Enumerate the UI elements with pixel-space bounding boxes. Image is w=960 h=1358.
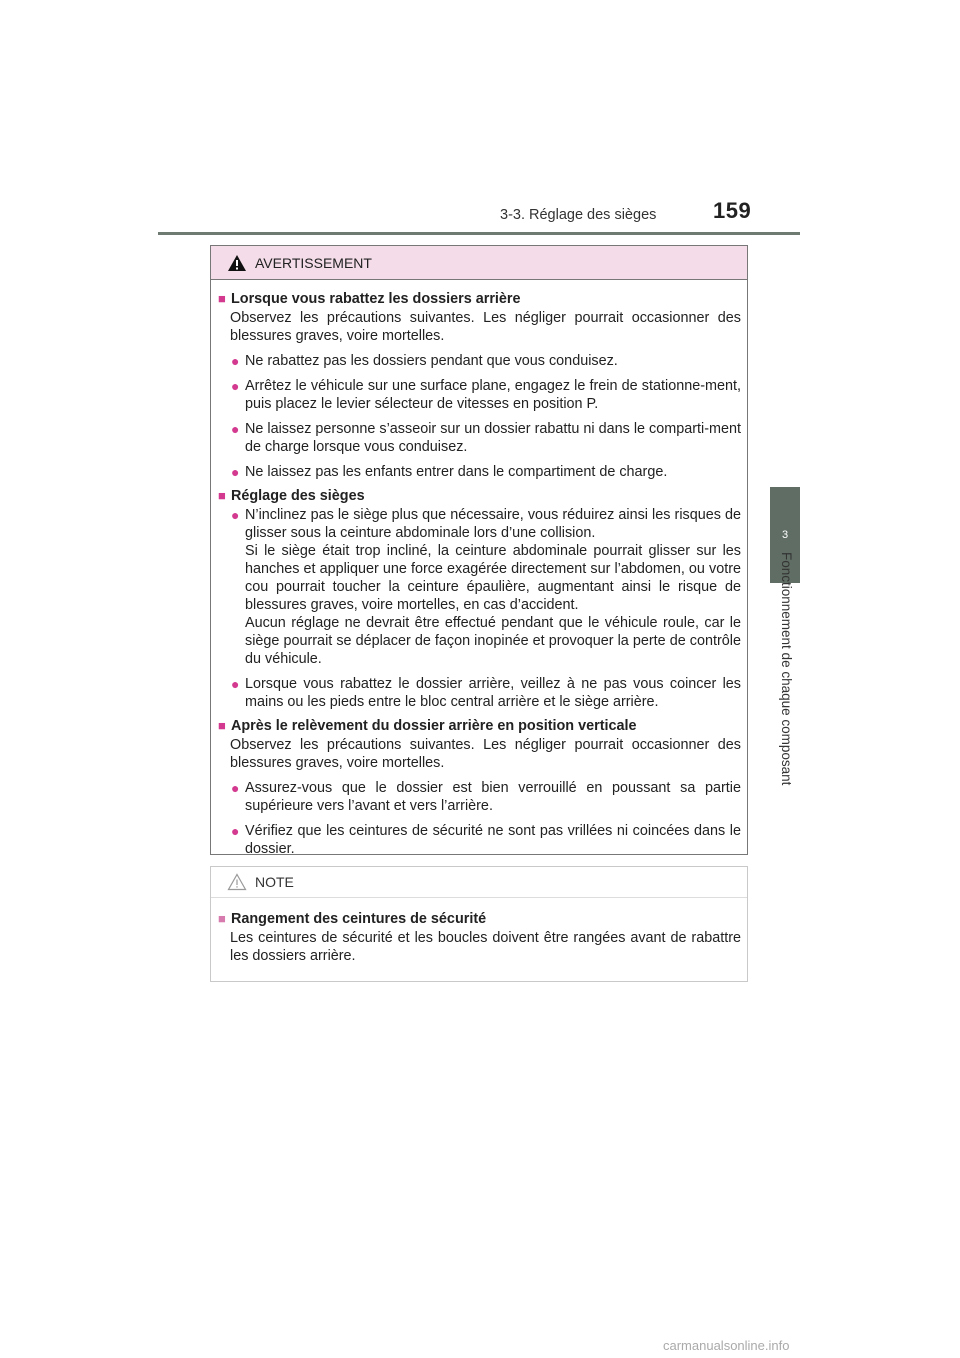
header-section-title: 3-3. Réglage des sièges	[500, 207, 657, 223]
circle-bullet-icon: ●	[231, 823, 240, 839]
warning-bullet	[218, 506, 741, 668]
note-body	[211, 898, 747, 965]
warning-section-intro: Observez les précautions suivantes. Les négliger pourrait occasionner des blessures graves, voire mortelles.	[230, 737, 741, 771]
circle-bullet-icon: ●	[231, 353, 240, 369]
chapter-title: Fonctionnement de chaque composant	[779, 552, 794, 786]
square-bullet-icon: ■	[218, 291, 226, 306]
warning-triangle-icon	[227, 254, 247, 272]
note-title: NOTE	[255, 874, 294, 890]
chapter-number: 3	[781, 529, 789, 541]
circle-bullet-icon: ●	[231, 507, 240, 523]
warning-bullet: ● Lorsque vous rabattez le dossier arrière, veillez à ne pas vous coincer les mains ou les pieds entre le bloc central arrière et le siège arrière.	[231, 676, 741, 710]
circle-bullet-icon: ●	[231, 378, 240, 394]
page-number: 159	[713, 198, 752, 223]
circle-bullet-icon: ●	[231, 676, 240, 692]
warning-title: AVERTISSEMENT	[255, 254, 372, 271]
warning-box	[210, 245, 748, 855]
circle-bullet-icon: ●	[231, 421, 240, 437]
bullet-paragraph: N’inclinez pas le siège plus que nécessaire, vous réduirez ainsi les risques de glisser sous la ceinture abdominale lors d’une collision.	[245, 507, 741, 541]
warning-bullet: ● Vérifiez que les ceintures de sécurité ne sont pas vrillées ni coincées dans le dossier.	[231, 823, 741, 857]
warning-bullet: ● Arrêtez le véhicule sur une surface plane, engagez le frein de stationne-ment, puis placez le levier sélecteur de vitesses en position P.	[231, 378, 741, 412]
square-bullet-icon: ■	[218, 911, 226, 926]
warning-section-title: ■ Après le relèvement du dossier arrière en position verticale	[218, 718, 637, 734]
circle-bullet-icon: ●	[231, 464, 240, 480]
warning-section-title: ■ Lorsque vous rabattez les dossiers arrière	[218, 291, 521, 307]
header-rule	[158, 232, 800, 235]
note-box	[210, 866, 748, 982]
bullet-paragraph: Si le siège était trop incliné, la ceinture abdominale pourrait glisser sur les hanches et appliquer une force exagérée directement sur l’abdomen, ou votre cou pourrait toucher la ceinture épaulière, augmentant ainsi le risque de blessures graves, voire mortelles, en cas d’accident.	[245, 543, 741, 613]
warning-bullet: ● Ne rabattez pas les dossiers pendant que vous conduisez.	[231, 353, 618, 369]
square-bullet-icon: ■	[218, 718, 226, 733]
warning-body	[211, 280, 747, 858]
note-section-title: ■ Rangement des ceintures de sécurité	[218, 911, 487, 927]
watermark: carmanualsonline.info	[663, 1338, 790, 1353]
note-text: Les ceintures de sécurité et les boucles doivent être rangées avant de rabattre les dossiers arrière.	[230, 930, 741, 964]
warning-bullet: ● Ne laissez pas les enfants entrer dans le compartiment de charge.	[231, 464, 668, 480]
warning-bullet: ● Ne laissez personne s’asseoir sur un dossier rabattu ni dans le comparti-ment de charge lorsque vous conduisez.	[231, 421, 741, 455]
warning-header	[211, 246, 747, 280]
warning-section-title: ■ Réglage des sièges	[218, 488, 365, 504]
note-triangle-icon	[227, 873, 247, 891]
circle-bullet-icon: ●	[231, 780, 240, 796]
warning-bullet: ● Assurez-vous que le dossier est bien verrouillé en poussant sa partie supérieure vers l’avant et vers l’arrière.	[231, 780, 741, 814]
warning-section-intro: Observez les précautions suivantes. Les négliger pourrait occasionner des blessures graves, voire mortelles.	[230, 310, 741, 344]
note-header	[211, 867, 747, 898]
square-bullet-icon: ■	[218, 488, 226, 503]
bullet-paragraph: Aucun réglage ne devrait être effectué pendant que le véhicule roule, car le siège pourrait se déplacer de façon inopinée et provoquer la perte de contrôle du véhicule.	[245, 615, 741, 667]
